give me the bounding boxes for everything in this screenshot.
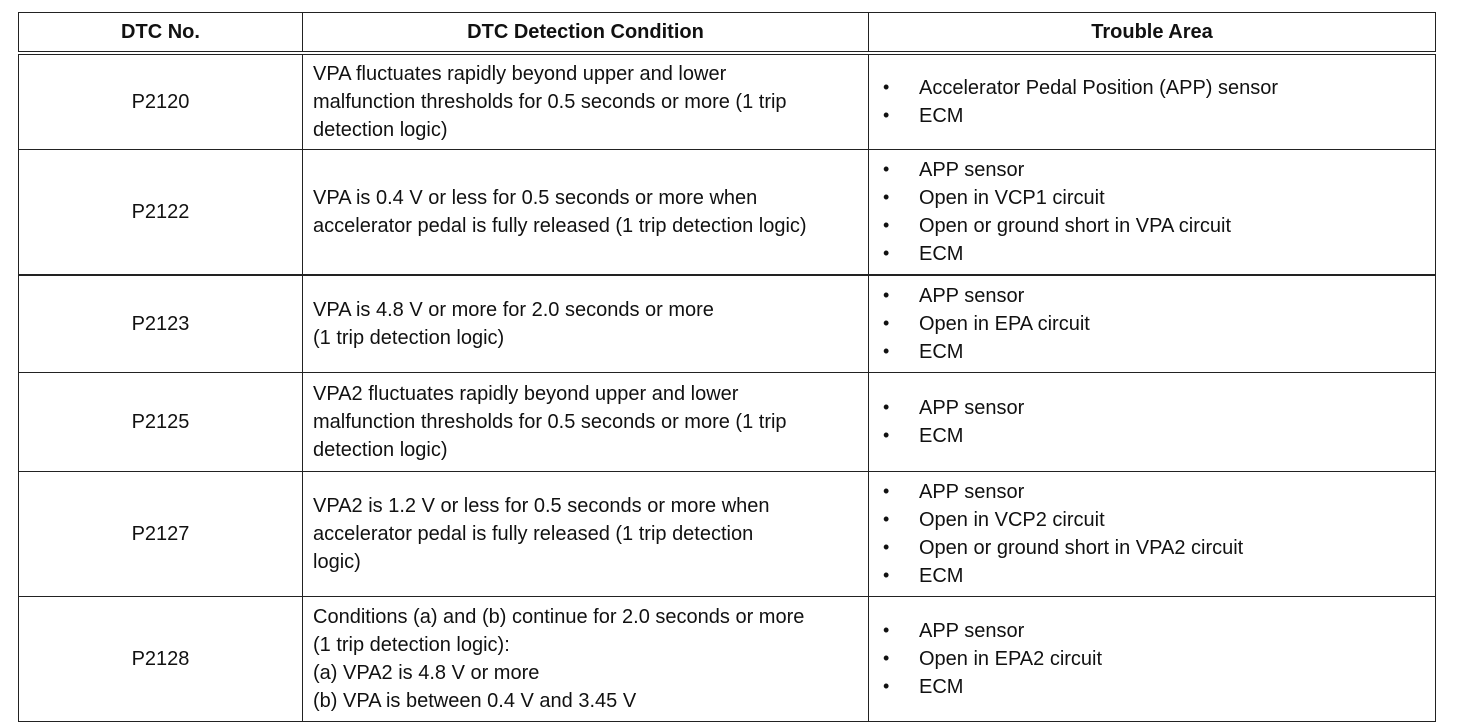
- condition-line: (1 trip detection logic): [313, 327, 505, 349]
- trouble-area-item: Open or ground short in VPA2 circuit: [919, 537, 1244, 559]
- condition-line: accelerator pedal is fully released (1 trip detection: [313, 523, 754, 545]
- dtc-code: P2123: [19, 275, 303, 373]
- trouble-area: [869, 373, 1436, 472]
- bullet-icon: •: [883, 285, 890, 305]
- bullet-icon: •: [883, 243, 890, 263]
- list-item: [877, 310, 1427, 338]
- trouble-area: [869, 597, 1436, 722]
- table-row: [19, 472, 1436, 597]
- dtc-code: P2120: [19, 53, 303, 150]
- table-row: [19, 597, 1436, 722]
- condition-line: VPA is 4.8 V or more for 2.0 seconds or more: [313, 299, 714, 321]
- bullet-icon: •: [883, 648, 890, 668]
- header-dtc-no: DTC No.: [19, 13, 303, 54]
- detection-condition: [303, 597, 869, 722]
- table-header: [19, 13, 1436, 54]
- bullet-icon: •: [883, 313, 890, 333]
- condition-line: (b) VPA is between 0.4 V and 3.45 V: [313, 690, 637, 712]
- dtc-code: P2128: [19, 597, 303, 722]
- trouble-area-item: ECM: [919, 565, 964, 587]
- bullet-icon: •: [883, 159, 890, 179]
- header-row: [19, 13, 1436, 54]
- detection-condition: [303, 150, 869, 276]
- condition-line: malfunction thresholds for 0.5 seconds or more (1 trip: [313, 91, 787, 113]
- trouble-area-item: APP sensor: [919, 481, 1025, 503]
- trouble-area-item: Open in VCP1 circuit: [919, 187, 1105, 209]
- condition-line: Conditions (a) and (b) continue for 2.0 seconds or more: [313, 606, 805, 628]
- table-body: [19, 53, 1436, 722]
- list-item: [877, 422, 1427, 450]
- trouble-area-item: APP sensor: [919, 285, 1025, 307]
- dtc-code: P2127: [19, 472, 303, 597]
- table-row: [19, 150, 1436, 276]
- trouble-area-list: [877, 282, 1427, 366]
- dtc-code: P2122: [19, 150, 303, 276]
- list-item: [877, 673, 1427, 701]
- trouble-area-item: ECM: [919, 341, 964, 363]
- bullet-icon: •: [883, 565, 890, 585]
- bullet-icon: •: [883, 77, 890, 97]
- trouble-area: [869, 275, 1436, 373]
- bullet-icon: •: [883, 509, 890, 529]
- trouble-area-list: [877, 74, 1427, 130]
- trouble-area-item: ECM: [919, 105, 964, 127]
- trouble-area-list: [877, 617, 1427, 701]
- bullet-icon: •: [883, 215, 890, 235]
- list-item: [877, 506, 1427, 534]
- trouble-area-item: APP sensor: [919, 397, 1025, 419]
- trouble-area-item: ECM: [919, 676, 964, 698]
- list-item: [877, 338, 1427, 366]
- trouble-area-list: [877, 478, 1427, 590]
- condition-line: (a) VPA2 is 4.8 V or more: [313, 662, 540, 684]
- bullet-icon: •: [883, 620, 890, 640]
- condition-line: detection logic): [313, 439, 448, 461]
- bullet-icon: •: [883, 676, 890, 696]
- header-detection-condition: DTC Detection Condition: [303, 13, 869, 54]
- header-trouble-area: Trouble Area: [869, 13, 1436, 54]
- list-item: [877, 645, 1427, 673]
- detection-condition: [303, 373, 869, 472]
- trouble-area-list: [877, 156, 1427, 268]
- trouble-area-item: ECM: [919, 425, 964, 447]
- condition-line: VPA is 0.4 V or less for 0.5 seconds or more when: [313, 187, 758, 209]
- list-item: [877, 212, 1427, 240]
- condition-line: (1 trip detection logic):: [313, 634, 510, 656]
- trouble-area-item: Open in EPA2 circuit: [919, 648, 1103, 670]
- list-item: [877, 282, 1427, 310]
- bullet-icon: •: [883, 481, 890, 501]
- trouble-area-item: Open or ground short in VPA circuit: [919, 215, 1232, 237]
- table-row: [19, 53, 1436, 150]
- bullet-icon: •: [883, 341, 890, 361]
- bullet-icon: •: [883, 187, 890, 207]
- trouble-area-item: APP sensor: [919, 159, 1025, 181]
- table-row: [19, 275, 1436, 373]
- trouble-area: [869, 150, 1436, 276]
- bullet-icon: •: [883, 105, 890, 125]
- table-row: [19, 373, 1436, 472]
- trouble-area: [869, 53, 1436, 150]
- trouble-area-item: APP sensor: [919, 620, 1025, 642]
- list-item: [877, 617, 1427, 645]
- detection-condition: [303, 472, 869, 597]
- condition-line: VPA2 is 1.2 V or less for 0.5 seconds or more when: [313, 495, 770, 517]
- bullet-icon: •: [883, 425, 890, 445]
- detection-condition: [303, 53, 869, 150]
- trouble-area-item: ECM: [919, 243, 964, 265]
- trouble-area: [869, 472, 1436, 597]
- trouble-area-item: Open in EPA circuit: [919, 313, 1090, 335]
- list-item: [877, 156, 1427, 184]
- bullet-icon: •: [883, 537, 890, 557]
- list-item: [877, 184, 1427, 212]
- list-item: [877, 478, 1427, 506]
- trouble-area-item: Open in VCP2 circuit: [919, 509, 1105, 531]
- trouble-area-list: [877, 394, 1427, 450]
- dtc-code: P2125: [19, 373, 303, 472]
- condition-line: VPA fluctuates rapidly beyond upper and lower: [313, 63, 727, 85]
- condition-line: detection logic): [313, 119, 448, 141]
- list-item: [877, 74, 1427, 102]
- condition-line: logic): [313, 551, 361, 573]
- condition-line: malfunction thresholds for 0.5 seconds or more (1 trip: [313, 411, 787, 433]
- list-item: [877, 562, 1427, 590]
- condition-line: accelerator pedal is fully released (1 trip detection logic): [313, 215, 807, 237]
- condition-line: VPA2 fluctuates rapidly beyond upper and lower: [313, 383, 739, 405]
- bullet-icon: •: [883, 397, 890, 417]
- dtc-table: [18, 12, 1436, 722]
- list-item: [877, 240, 1427, 268]
- list-item: [877, 394, 1427, 422]
- list-item: [877, 534, 1427, 562]
- list-item: [877, 102, 1427, 130]
- detection-condition: [303, 275, 869, 373]
- trouble-area-item: Accelerator Pedal Position (APP) sensor: [919, 77, 1279, 99]
